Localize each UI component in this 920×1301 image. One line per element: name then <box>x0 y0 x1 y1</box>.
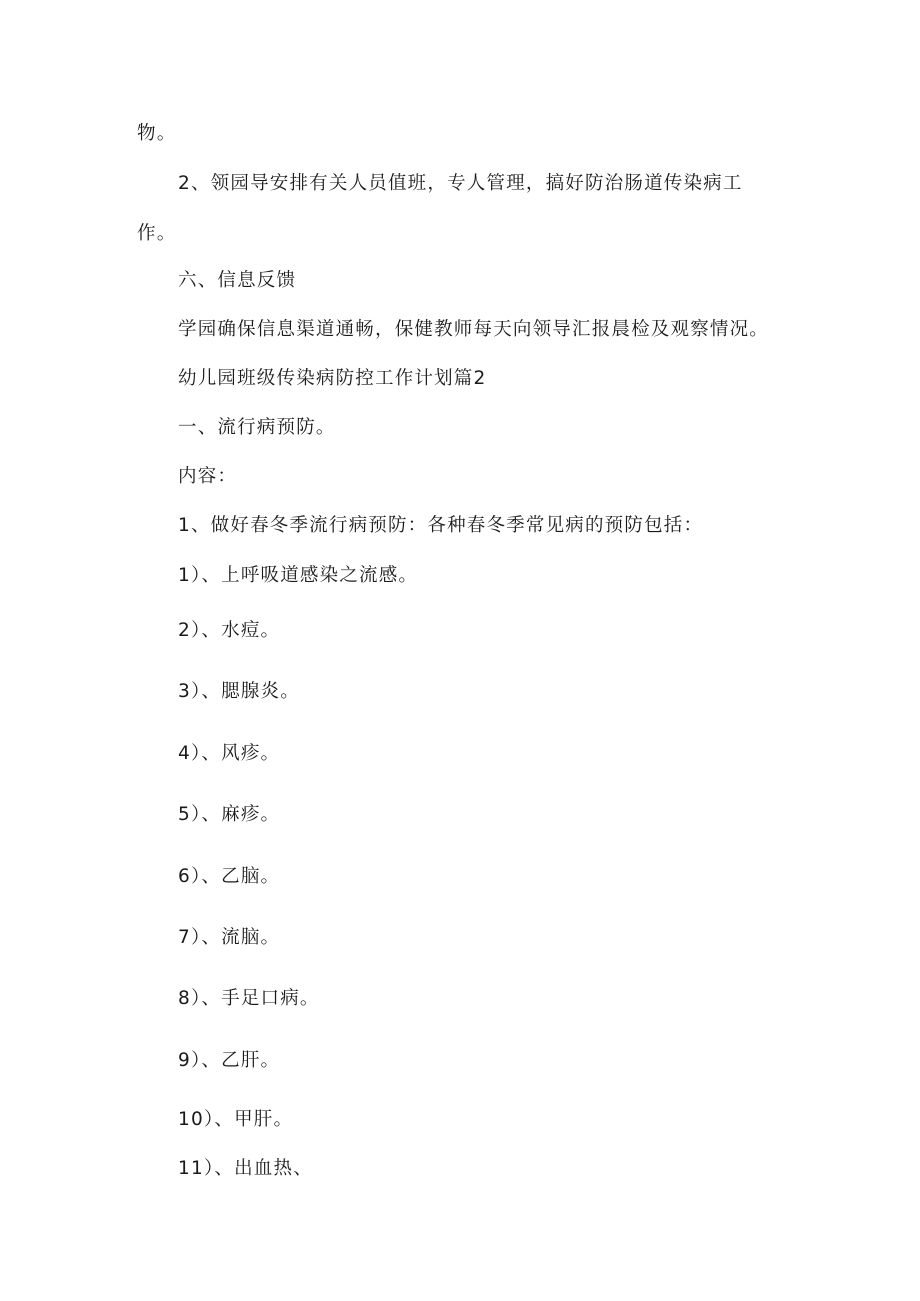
list-item: 7）、流脑。 <box>178 927 281 948</box>
text-line: 作。 <box>137 223 177 244</box>
section-heading: 六、信息反馈 <box>178 270 297 291</box>
document-subtitle: 幼儿园班级传染病防控工作计划篇2 <box>178 368 487 389</box>
list-item: 8）、手足口病。 <box>178 988 320 1009</box>
text-line: 内容： <box>178 466 238 487</box>
text-line: 学园确保信息渠道通畅，保健教师每天向领导汇报晨检及观察情况。 <box>178 319 770 340</box>
text-line: 物。 <box>137 123 177 144</box>
list-item: 1）、上呼吸道感染之流感。 <box>178 565 419 586</box>
list-item: 10）、甲肝。 <box>178 1109 294 1130</box>
list-item: 3）、腮腺炎。 <box>178 681 300 702</box>
section-heading: 一、流行病预防。 <box>178 417 336 438</box>
list-item: 9）、乙肝。 <box>178 1050 281 1071</box>
list-item: 2）、水痘。 <box>178 620 281 641</box>
text-line: 2、领园导安排有关人员值班，专人管理，搞好防治肠道传染病工 <box>178 173 743 194</box>
text-line: 1、做好春冬季流行病预防：各种春冬季常见病的预防包括： <box>178 515 704 536</box>
list-item: 6）、乙脑。 <box>178 866 281 887</box>
list-item: 4）、风疹。 <box>178 743 281 764</box>
list-item: 11）、出血热、 <box>178 1158 313 1179</box>
list-item: 5）、麻疹。 <box>178 804 281 825</box>
